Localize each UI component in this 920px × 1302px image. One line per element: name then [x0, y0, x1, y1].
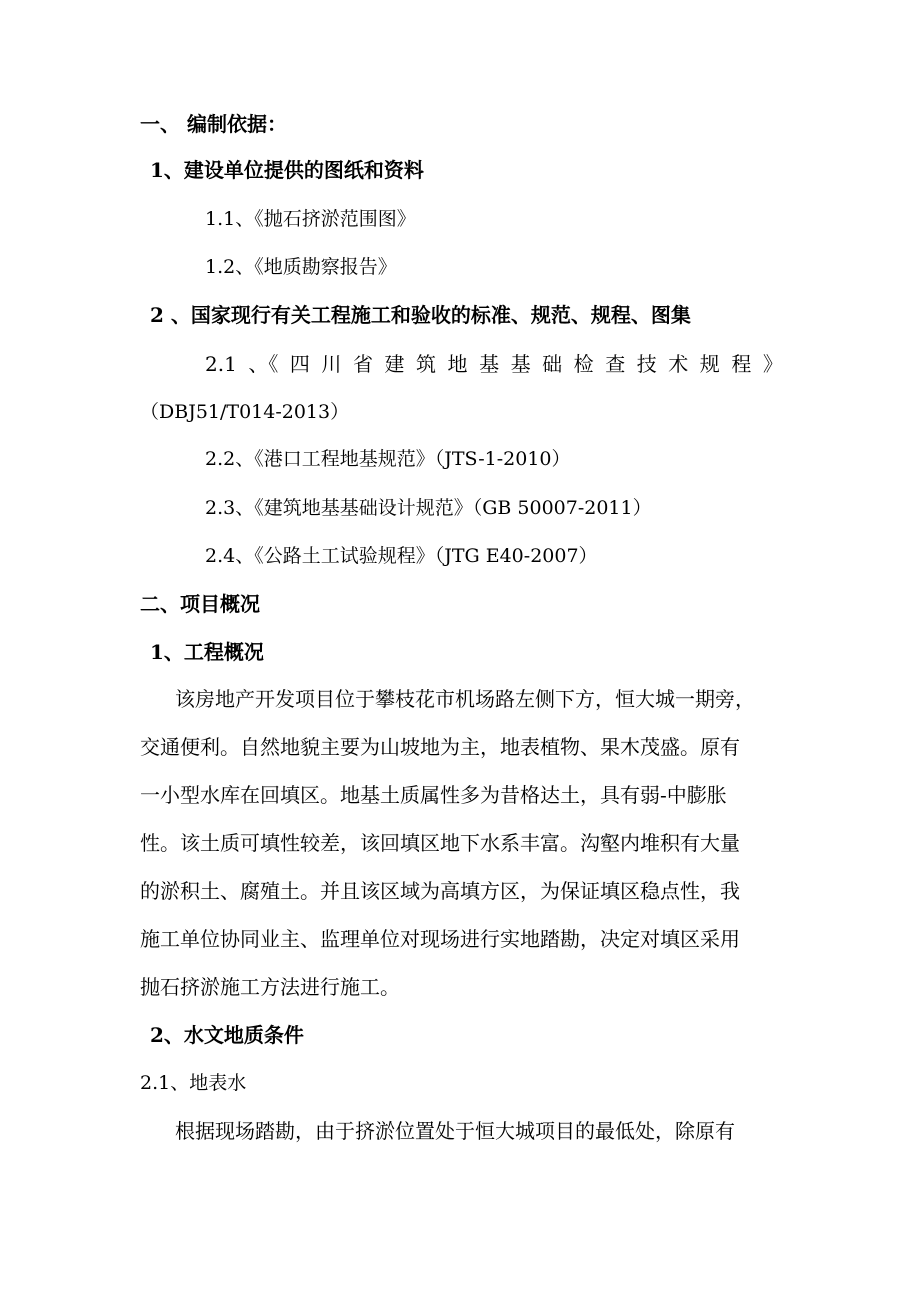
paragraph-line: 交通便利。自然地貌主要为山坡地为主，地表植物、果木茂盛。原有 [140, 735, 740, 759]
item-2-3: 2.3、《建筑地基基础设计规范》（GB 50007-2011） [205, 497, 652, 519]
item-2-1-continuation: （DBJ51/T014-2013） [140, 401, 350, 423]
section-2-heading: 二、项目概况 [140, 592, 260, 616]
paragraph-line: 根据现场踏勘，由于挤淤位置处于恒大城项目的最低处，除原有 [175, 1119, 735, 1143]
item-2-1-char: 筑 [416, 352, 436, 376]
paragraph-line: 施工单位协同业主、监理单位对现场进行实地踏勘，决定对填区采用 [140, 927, 740, 951]
item-2-1-char: 、《 [248, 352, 279, 376]
item-2-1-char: 建 [384, 352, 405, 376]
item-2-1-char: 技 [636, 352, 657, 376]
item-2-1-char: 2.1 [205, 352, 237, 376]
item-2-1-char: 地 [447, 352, 468, 376]
item-2-1-char: 程 [731, 352, 752, 376]
item-2-heading: 2 、国家现行有关工程施工和验收的标准、规范、规程、图集 [150, 303, 691, 327]
paragraph-line: 该房地产开发项目位于攀枝花市机场路左侧下方，恒大城一期旁， [175, 687, 755, 711]
item-2-1-char: 四 [289, 352, 310, 376]
item-2-1-char: 》 [762, 352, 783, 376]
section-2-item-2-heading: 2、水文地质条件 [150, 1023, 304, 1047]
paragraph-line: 一小型水库在回填区。地基土质属性多为昔格达土，具有弱-中膨胀 [140, 783, 727, 807]
item-2-1-char: 川 [321, 352, 342, 376]
item-1-heading: 1、建设单位提供的图纸和资料 [150, 158, 424, 182]
item-1-1: 1.1、《抛石挤淤范围图》 [205, 208, 416, 230]
item-2-4: 2.4、《公路土工试验规程》（JTG E40-2007） [205, 545, 598, 567]
item-2-1-char: 查 [605, 352, 626, 376]
paragraph-line: 的淤积土、腐殖土。并且该区域为高填方区，为保证填区稳点性，我 [140, 879, 740, 903]
item-1-2: 1.2、《地质勘察报告》 [205, 256, 397, 278]
item-2-1-char: 基 [510, 352, 531, 376]
paragraph-line: 性。该土质可填性较差，该回填区地下水系丰富。沟壑内堆积有大量 [140, 831, 740, 855]
paragraph-line: 抛石挤淤施工方法进行施工。 [140, 975, 400, 999]
item-2-1-char: 础 [542, 352, 563, 376]
item-2-1-justified [205, 351, 783, 377]
item-2-1-char: 术 [668, 352, 689, 376]
item-2-1-char: 基 [479, 352, 500, 376]
section-2-item-1-heading: 1、工程概况 [150, 640, 264, 664]
item-2-1-char: 检 [573, 352, 594, 376]
item-2-1-char: 省 [352, 352, 373, 376]
item-2-1-char: 规 [699, 352, 720, 376]
section-2-item-2-1: 2.1、地表水 [140, 1072, 247, 1094]
item-2-2: 2.2、《港口工程地基规范》（JTS-1-2010） [205, 448, 571, 470]
section-1-heading: 一、 编制依据： [140, 112, 287, 136]
